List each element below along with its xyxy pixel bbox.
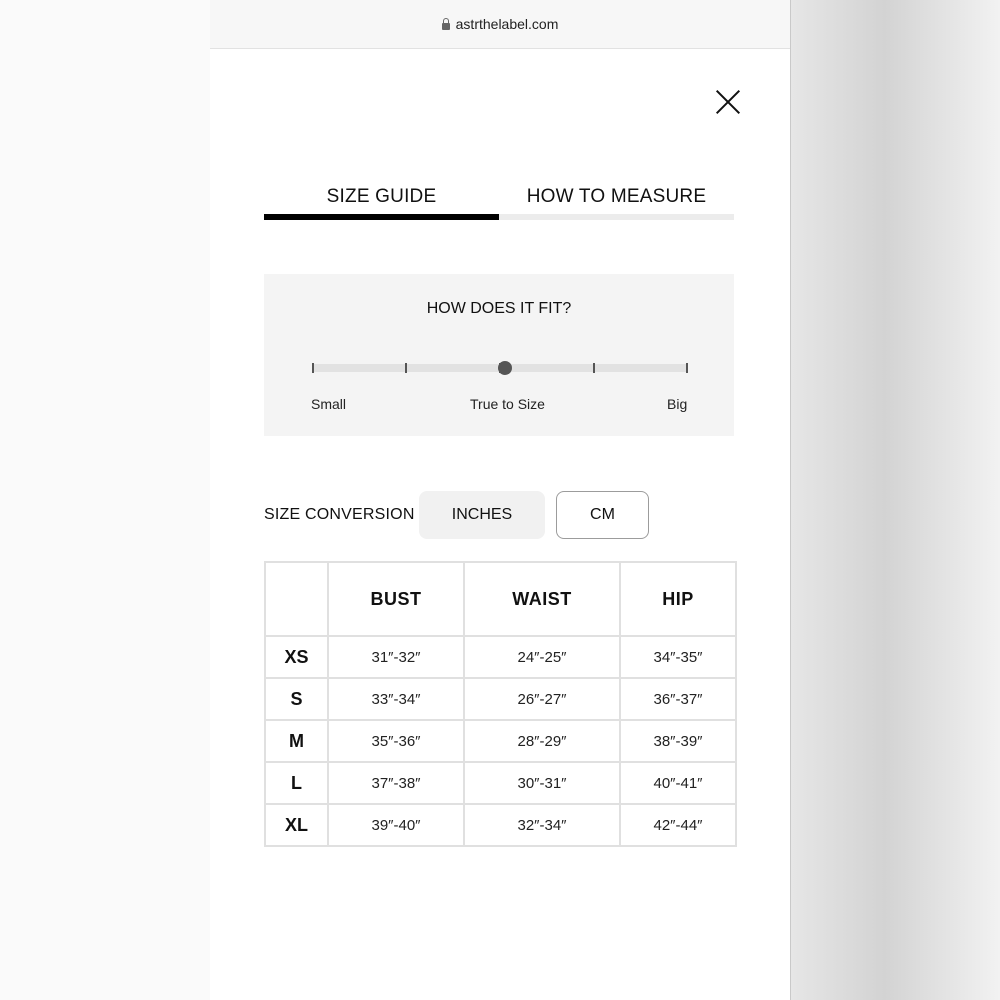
table-row [265,636,736,678]
waist-value: 26″-27″ [464,678,620,720]
hip-value: 36″-37″ [620,678,736,720]
hip-value: 34″-35″ [620,636,736,678]
size-label: L [265,762,328,804]
fit-scale-tick [686,363,688,373]
size-label: M [265,720,328,762]
fit-scale-tick [593,363,595,373]
bust-value: 39″-40″ [328,804,464,846]
lock-icon [442,23,450,30]
fit-scale-tick [405,363,407,373]
column-header-bust: BUST [328,562,464,636]
column-header-hip: HIP [620,562,736,636]
column-header-waist: WAIST [464,562,620,636]
bust-value: 37″-38″ [328,762,464,804]
address-bar[interactable] [210,0,790,49]
waist-value: 32″-34″ [464,804,620,846]
column-header-empty [265,562,328,636]
background-edge [790,0,1000,1000]
bust-value: 35″-36″ [328,720,464,762]
waist-value: 30″-31″ [464,762,620,804]
cm-button[interactable]: CM [556,491,649,539]
close-icon[interactable] [708,82,748,122]
browser-screen [210,0,791,1000]
hip-value: 42″-44″ [620,804,736,846]
size-guide-tabs [264,180,734,222]
inches-button[interactable]: INCHES [419,491,545,539]
table-header-row [265,562,736,636]
bust-value: 31″-32″ [328,636,464,678]
fit-label-big: Big [667,396,688,412]
fit-title: HOW DOES IT FIT? [426,300,572,317]
waist-value: 28″-29″ [464,720,620,762]
size-conversion-label: SIZE CONVERSION [264,506,415,523]
fit-indicator-dot [498,361,512,375]
size-label: XS [265,636,328,678]
size-chart-table [264,561,737,847]
hip-value: 38″-39″ [620,720,736,762]
table-row [265,720,736,762]
fit-scale-tick [312,363,314,373]
fit-label-small: Small [311,396,347,412]
url-text: astrthelabel.com [455,16,559,32]
tab-how-to-measure[interactable]: HOW TO MEASURE [526,186,707,207]
waist-value: 24″-25″ [464,636,620,678]
table-row [265,762,736,804]
table-row [265,678,736,720]
active-tab-indicator [264,214,499,220]
fit-panel [264,274,734,436]
size-label: S [265,678,328,720]
tab-size-guide[interactable]: SIZE GUIDE [326,186,437,207]
inactive-tab-indicator [499,214,734,220]
size-label: XL [265,804,328,846]
fit-label-true-to-size: True to Size [470,396,545,412]
table-row [265,804,736,846]
bust-value: 33″-34″ [328,678,464,720]
hip-value: 40″-41″ [620,762,736,804]
